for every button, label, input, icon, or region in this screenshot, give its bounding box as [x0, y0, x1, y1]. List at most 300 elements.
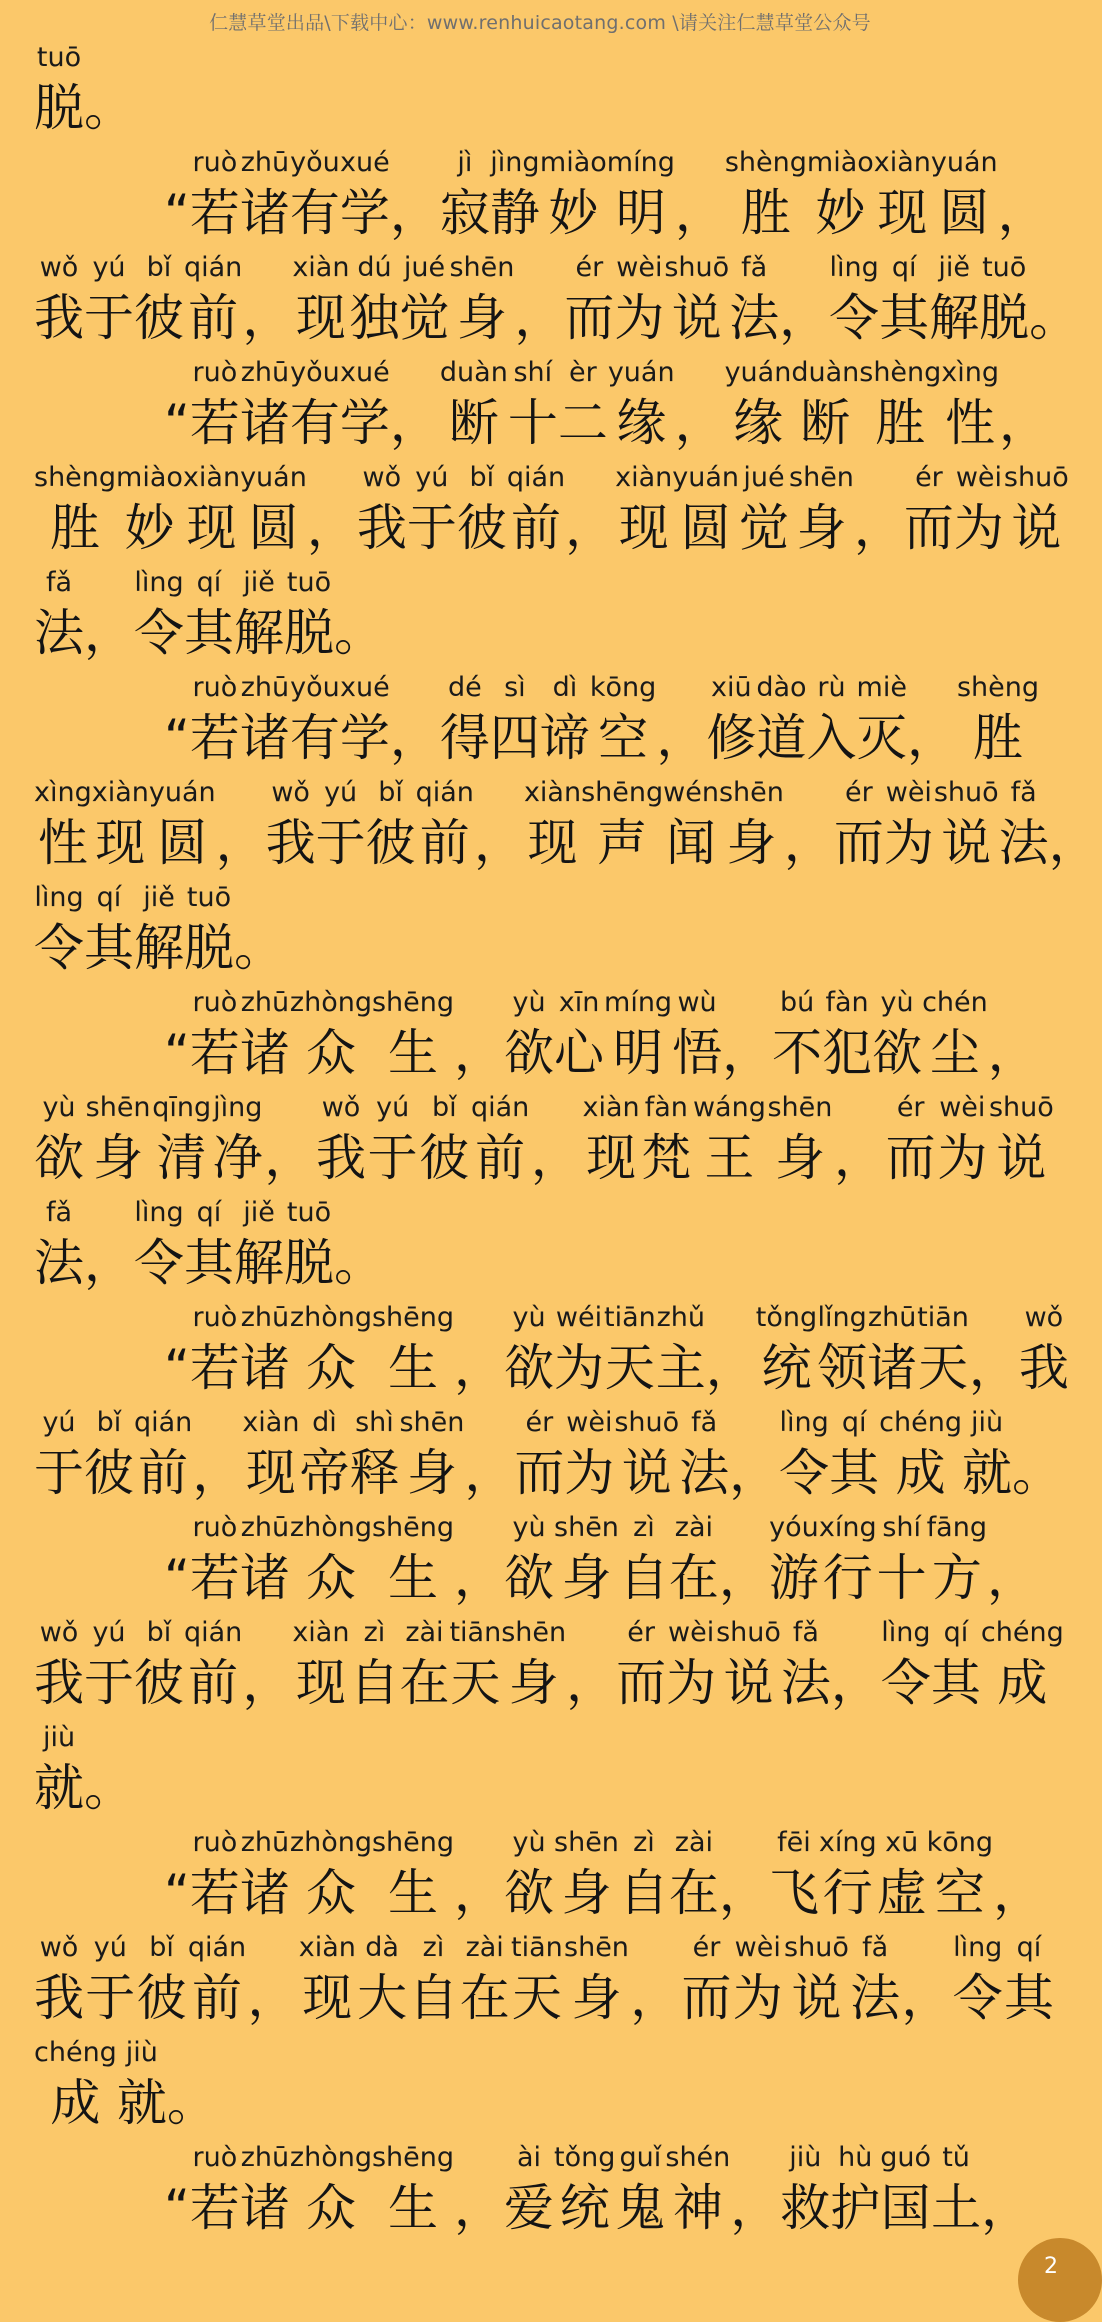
hanzi: 身	[406, 1444, 457, 1502]
punctuation: ，	[454, 1024, 505, 1082]
punctuation: ，	[906, 709, 957, 767]
character-unit	[357, 461, 407, 561]
hanzi: 身	[508, 1654, 559, 1712]
pinyin: jiù	[125, 2037, 158, 2068]
hanzi: 虚	[876, 1864, 927, 1922]
punctuation: “	[164, 709, 190, 767]
text-line	[34, 1506, 1054, 1611]
hanzi: 生	[387, 1024, 438, 1082]
character-unit	[681, 1931, 731, 2031]
character-unit	[34, 461, 116, 561]
character-unit	[34, 1721, 84, 1821]
pinyin: xué	[340, 147, 390, 178]
punctuation: ，	[993, 1864, 1044, 1922]
character-unit	[829, 1406, 879, 1506]
hanzi: 其	[184, 604, 234, 662]
character-unit	[817, 1301, 867, 1401]
text-line	[34, 1191, 1054, 1296]
hanzi: 于	[84, 1654, 134, 1712]
pinyin: ér	[627, 1617, 655, 1648]
hanzi: 为	[937, 1129, 988, 1187]
character-unit	[490, 671, 540, 771]
punctuation: ，	[454, 2179, 505, 2237]
pinyin: yuán	[672, 462, 740, 493]
character-unit	[879, 251, 929, 351]
hanzi: 明	[615, 184, 666, 242]
hanzi: 明	[613, 1024, 664, 1082]
character-unit	[240, 1301, 290, 1401]
pinyin: chén	[922, 987, 988, 1018]
pinyin: wéi	[555, 1302, 603, 1333]
character-unit	[504, 1826, 554, 1926]
character-unit	[716, 1616, 781, 1716]
character-unit	[457, 461, 507, 561]
hanzi: 现	[302, 1969, 353, 2027]
text-line	[34, 141, 1054, 246]
pinyin: hù	[838, 2142, 873, 2173]
hanzi: 于	[367, 1129, 418, 1187]
pinyin: jiě	[243, 567, 275, 598]
hanzi: 在	[459, 1969, 510, 2027]
hanzi: 谛	[539, 709, 590, 767]
character-unit	[554, 1301, 604, 1401]
character-unit	[190, 2141, 240, 2241]
hanzi: 若	[189, 1864, 240, 1922]
pinyin: wèi	[734, 1932, 781, 1963]
pinyin: lìng	[881, 1617, 931, 1648]
character-unit	[931, 146, 998, 246]
character-unit	[471, 1091, 529, 1191]
punctuation: “	[164, 1024, 190, 1082]
pinyin: lǐng	[817, 1302, 867, 1333]
pinyin: zì	[422, 1932, 445, 1963]
character-unit	[190, 146, 240, 246]
hanzi: 法	[34, 604, 84, 662]
pinyin: miè	[856, 672, 907, 703]
pinyin: bǐ	[431, 1092, 457, 1123]
character-unit	[504, 1301, 554, 1401]
character-unit	[957, 671, 1039, 771]
character-unit	[290, 986, 372, 1086]
pinyin: tǒng	[755, 1302, 818, 1333]
character-unit	[733, 1931, 783, 2031]
hanzi: 身	[571, 1969, 622, 2027]
pinyin: tiān	[510, 1932, 563, 1963]
punctuation: ，	[84, 1234, 134, 1292]
pinyin: shēn	[554, 1827, 619, 1858]
pinyin: dú	[357, 252, 392, 283]
character-unit	[234, 566, 284, 666]
pinyin: shuō	[988, 1092, 1054, 1123]
hanzi: 我	[265, 814, 316, 872]
character-unit	[240, 146, 290, 246]
character-unit	[316, 1091, 366, 1191]
punctuation: ，	[264, 1129, 315, 1187]
punctuation: ，	[834, 1129, 885, 1187]
character-unit	[540, 146, 607, 246]
hanzi: 令	[779, 1444, 830, 1502]
hanzi: 于	[85, 1969, 136, 2027]
pinyin: xiū	[711, 672, 752, 703]
hanzi: 法	[679, 1444, 730, 1502]
pinyin: qián	[470, 1092, 530, 1123]
pinyin: ruò	[192, 672, 238, 703]
pinyin: fǎ	[1010, 777, 1037, 808]
hanzi: 圆	[157, 814, 208, 872]
pinyin: tǔ	[942, 2142, 970, 2173]
character-unit	[34, 41, 84, 141]
hanzi: 于	[315, 814, 366, 872]
hanzi: 入	[806, 709, 857, 767]
pinyin: shí	[513, 357, 553, 388]
character-unit	[188, 1931, 246, 2031]
pinyin: ruò	[192, 147, 238, 178]
character-unit	[290, 1511, 372, 1611]
character-unit	[368, 1091, 418, 1191]
hanzi: 彼	[134, 289, 184, 347]
punctuation: 。	[84, 79, 134, 137]
pinyin: shèng	[34, 462, 117, 493]
pinyin: rù	[817, 672, 846, 703]
character-unit	[663, 776, 719, 876]
character-unit	[769, 1511, 819, 1611]
character-unit	[904, 461, 954, 561]
character-unit	[679, 1406, 729, 1506]
hanzi: 为	[554, 1339, 605, 1397]
text-line	[34, 2031, 1054, 2136]
hanzi: 令	[829, 289, 880, 347]
character-unit	[665, 2141, 730, 2241]
hanzi: 众	[305, 1549, 356, 1607]
hanzi: 空	[598, 709, 649, 767]
character-unit	[615, 461, 672, 561]
hanzi: 不	[772, 1024, 823, 1082]
hanzi: 鬼	[615, 2179, 666, 2237]
character-unit	[564, 1406, 614, 1506]
hanzi: 而	[903, 499, 954, 557]
punctuation: 。	[1012, 1444, 1062, 1502]
character-unit	[583, 1091, 640, 1191]
pinyin: shí	[882, 1512, 921, 1543]
hanzi: 解	[134, 919, 184, 977]
punctuation: 。	[166, 2074, 217, 2132]
pinyin: jiě	[243, 1197, 275, 1228]
pinyin: ruò	[192, 2142, 238, 2173]
pinyin: tǒng	[554, 2142, 616, 2173]
character-unit	[772, 986, 822, 1086]
text-line	[34, 1086, 1054, 1191]
pinyin: yǒu	[290, 672, 340, 703]
hanzi: 我	[34, 1969, 84, 2027]
hanzi: 欲	[504, 1549, 555, 1607]
character-unit	[725, 356, 792, 456]
character-unit	[693, 1091, 766, 1191]
punctuation: ，	[630, 1969, 681, 2027]
pinyin: fǎ	[691, 1407, 718, 1438]
character-unit	[604, 986, 672, 1086]
pinyin: shēn	[449, 252, 515, 283]
pinyin: shèng	[956, 672, 1039, 703]
hanzi: 脱	[284, 1234, 334, 1292]
pinyin: shēn	[399, 1407, 465, 1438]
hanzi: 行	[822, 1549, 873, 1607]
character-unit	[84, 251, 134, 351]
character-unit	[372, 1826, 454, 1926]
character-unit	[134, 1616, 184, 1716]
hanzi: 现	[618, 499, 669, 557]
character-unit	[137, 1931, 187, 2031]
pinyin: yú	[92, 252, 126, 283]
hanzi: 说	[671, 289, 722, 347]
hanzi: 就	[34, 1759, 84, 1817]
pinyin: zì	[363, 1617, 386, 1648]
pinyin: wǒ	[1024, 1302, 1064, 1333]
hanzi: 若	[189, 1549, 240, 1607]
hanzi: 脱	[979, 289, 1030, 347]
pinyin: zài	[674, 1827, 714, 1858]
pinyin: yù	[512, 1302, 546, 1333]
pinyin: lìng	[134, 567, 184, 598]
hanzi: 彼	[84, 1444, 134, 1502]
pinyin: sì	[504, 672, 526, 703]
hanzi: 欲	[872, 1024, 923, 1082]
character-unit	[440, 671, 490, 771]
hanzi: 于	[34, 1444, 84, 1502]
pinyin: jué	[403, 252, 446, 283]
hanzi: 在	[668, 1549, 719, 1607]
hanzi: 若	[189, 1339, 240, 1397]
pinyin: chéng	[34, 2037, 117, 2068]
pinyin: qián	[415, 777, 474, 808]
hanzi: 诸	[239, 1024, 290, 1082]
character-unit	[554, 2141, 615, 2241]
character-unit	[240, 461, 307, 561]
character-unit	[554, 1511, 619, 1611]
character-unit	[922, 986, 988, 1086]
pinyin: yú	[42, 1407, 76, 1438]
pinyin: xíng	[818, 1512, 877, 1543]
character-unit	[290, 356, 340, 456]
pinyin: xíng	[818, 1827, 877, 1858]
pinyin: yuán	[148, 777, 216, 808]
pinyin: zài	[465, 1932, 504, 1963]
hanzi: 圆	[248, 499, 299, 557]
pinyin: xiàn	[873, 147, 931, 178]
pinyin: shēn	[718, 777, 784, 808]
character-unit	[449, 1616, 501, 1716]
hanzi: 众	[305, 1024, 356, 1082]
pinyin: qián	[184, 1617, 243, 1648]
pinyin: shèng	[859, 357, 942, 388]
pinyin: ruò	[192, 1827, 238, 1858]
pinyin: ér	[915, 462, 943, 493]
hanzi: 十	[507, 394, 558, 452]
hanzi: 其	[829, 1444, 880, 1502]
character-unit	[366, 776, 416, 876]
text-line	[34, 456, 1069, 561]
pinyin: shèng	[724, 147, 807, 178]
pinyin: yù	[512, 987, 546, 1018]
character-unit	[372, 2141, 454, 2241]
character-unit	[807, 146, 874, 246]
pinyin: bǐ	[146, 1617, 172, 1648]
hanzi: 在	[399, 1654, 450, 1712]
character-unit	[290, 2141, 372, 2241]
hanzi: 身	[93, 1129, 144, 1187]
pinyin: tuō	[286, 1197, 332, 1228]
punctuation: ，	[514, 289, 565, 347]
character-unit	[134, 566, 184, 666]
hanzi: 天	[450, 1654, 501, 1712]
character-unit	[989, 1091, 1054, 1191]
hanzi: 现	[877, 184, 928, 242]
pinyin: shuō	[1003, 462, 1069, 493]
character-unit	[607, 146, 675, 246]
text-line	[34, 561, 1054, 666]
pinyin: bǐ	[469, 462, 495, 493]
character-unit	[767, 1091, 832, 1191]
hanzi: 学	[339, 394, 390, 452]
character-unit	[807, 671, 857, 771]
pinyin: qí	[943, 1617, 969, 1648]
pinyin: wèi	[885, 777, 932, 808]
hanzi: 为	[614, 289, 665, 347]
hanzi: 清	[156, 1129, 207, 1187]
hanzi: 现	[95, 814, 146, 872]
character-unit	[886, 1091, 936, 1191]
pinyin: jiù	[970, 1407, 1004, 1438]
character-unit	[299, 1931, 356, 2031]
pinyin: kōng	[926, 1827, 994, 1858]
pinyin: xīn	[558, 987, 600, 1018]
scripture-text	[34, 36, 1099, 2241]
pinyin: xū	[885, 1827, 919, 1858]
character-unit	[134, 251, 184, 351]
character-unit	[416, 776, 474, 876]
hanzi: 生	[387, 1864, 438, 1922]
pinyin: qīng	[152, 1092, 212, 1123]
hanzi: 天	[604, 1339, 655, 1397]
character-unit	[116, 461, 183, 561]
character-unit	[934, 776, 999, 876]
character-unit	[340, 146, 390, 246]
character-unit	[316, 776, 366, 876]
character-unit	[34, 1196, 84, 1296]
hanzi: 土	[931, 2179, 982, 2237]
character-unit	[999, 776, 1049, 876]
pinyin: dì	[312, 1407, 337, 1438]
pinyin: miào	[806, 147, 874, 178]
character-unit	[769, 1826, 819, 1926]
pinyin: shēn	[554, 1512, 619, 1543]
character-unit	[540, 671, 590, 771]
character-unit	[92, 776, 149, 876]
character-unit	[34, 1406, 84, 1506]
punctuation: ，	[84, 604, 134, 662]
hanzi: 为	[883, 814, 934, 872]
text-line	[34, 771, 1099, 876]
pinyin: shēn	[85, 1092, 151, 1123]
character-unit	[357, 1931, 407, 2031]
pinyin: dà	[365, 1932, 399, 1963]
character-unit	[1019, 1301, 1069, 1401]
character-unit	[134, 1406, 192, 1506]
pinyin: yuán	[930, 147, 998, 178]
pinyin: tuō	[286, 567, 332, 598]
punctuation: ，	[830, 1654, 881, 1712]
pinyin: shuō	[614, 1407, 680, 1438]
hanzi: 于	[84, 289, 134, 347]
pinyin: lìng	[134, 1197, 184, 1228]
pinyin: yuán	[607, 357, 675, 388]
hanzi: 令	[34, 919, 84, 977]
pinyin: yú	[93, 1932, 127, 1963]
character-unit	[614, 251, 664, 351]
punctuation: ，	[783, 814, 834, 872]
punctuation: ，	[242, 1654, 293, 1712]
pinyin: zài	[674, 1512, 714, 1543]
character-unit	[266, 776, 316, 876]
hanzi: 法	[998, 814, 1049, 872]
pinyin: zhū	[240, 2142, 290, 2173]
character-unit	[240, 1511, 290, 1611]
character-unit	[34, 1616, 84, 1716]
punctuation: ，	[999, 394, 1050, 452]
hanzi: 大	[357, 1969, 408, 2027]
text-line	[34, 1296, 1069, 1401]
punctuation: ，	[853, 499, 904, 557]
pinyin: shēn	[564, 1932, 629, 1963]
pinyin: qí	[1016, 1932, 1042, 1963]
hanzi: 胜	[740, 184, 791, 242]
pinyin: xiàn	[182, 462, 241, 493]
hanzi: 统	[761, 1339, 812, 1397]
hanzi: 身	[561, 1864, 612, 1922]
character-unit	[929, 251, 979, 351]
character-unit	[372, 986, 454, 1086]
pinyin: zhòng	[289, 1512, 372, 1543]
character-unit	[672, 986, 722, 1086]
pinyin: wèi	[955, 462, 1003, 493]
hanzi: 就	[116, 2074, 167, 2132]
character-unit	[664, 251, 729, 351]
pinyin: dì	[552, 672, 578, 703]
pinyin: bǐ	[146, 252, 172, 283]
punctuation: ，	[565, 499, 616, 557]
pinyin: wǒ	[271, 777, 310, 808]
pinyin: shuō	[664, 252, 730, 283]
hanzi: 在	[668, 1864, 719, 1922]
hanzi: 诸	[867, 1339, 918, 1397]
hanzi: 欲	[504, 1339, 555, 1397]
hanzi: 爱	[504, 2179, 555, 2237]
character-unit	[399, 1406, 464, 1506]
character-unit	[504, 1511, 554, 1611]
pinyin: yú	[376, 1092, 410, 1123]
pinyin: shuō	[933, 777, 999, 808]
pinyin: duàn	[791, 357, 860, 388]
hanzi: 诸	[239, 1339, 290, 1397]
hanzi: 众	[305, 1864, 356, 1922]
character-unit	[819, 1826, 877, 1926]
pinyin: lìng	[829, 252, 879, 283]
pinyin: fǎ	[792, 1617, 819, 1648]
hanzi: 圆	[939, 184, 990, 242]
hanzi: 自	[349, 1654, 400, 1712]
pinyin: tuō	[36, 42, 82, 73]
text-line	[34, 246, 1080, 351]
character-unit	[927, 1826, 993, 1926]
